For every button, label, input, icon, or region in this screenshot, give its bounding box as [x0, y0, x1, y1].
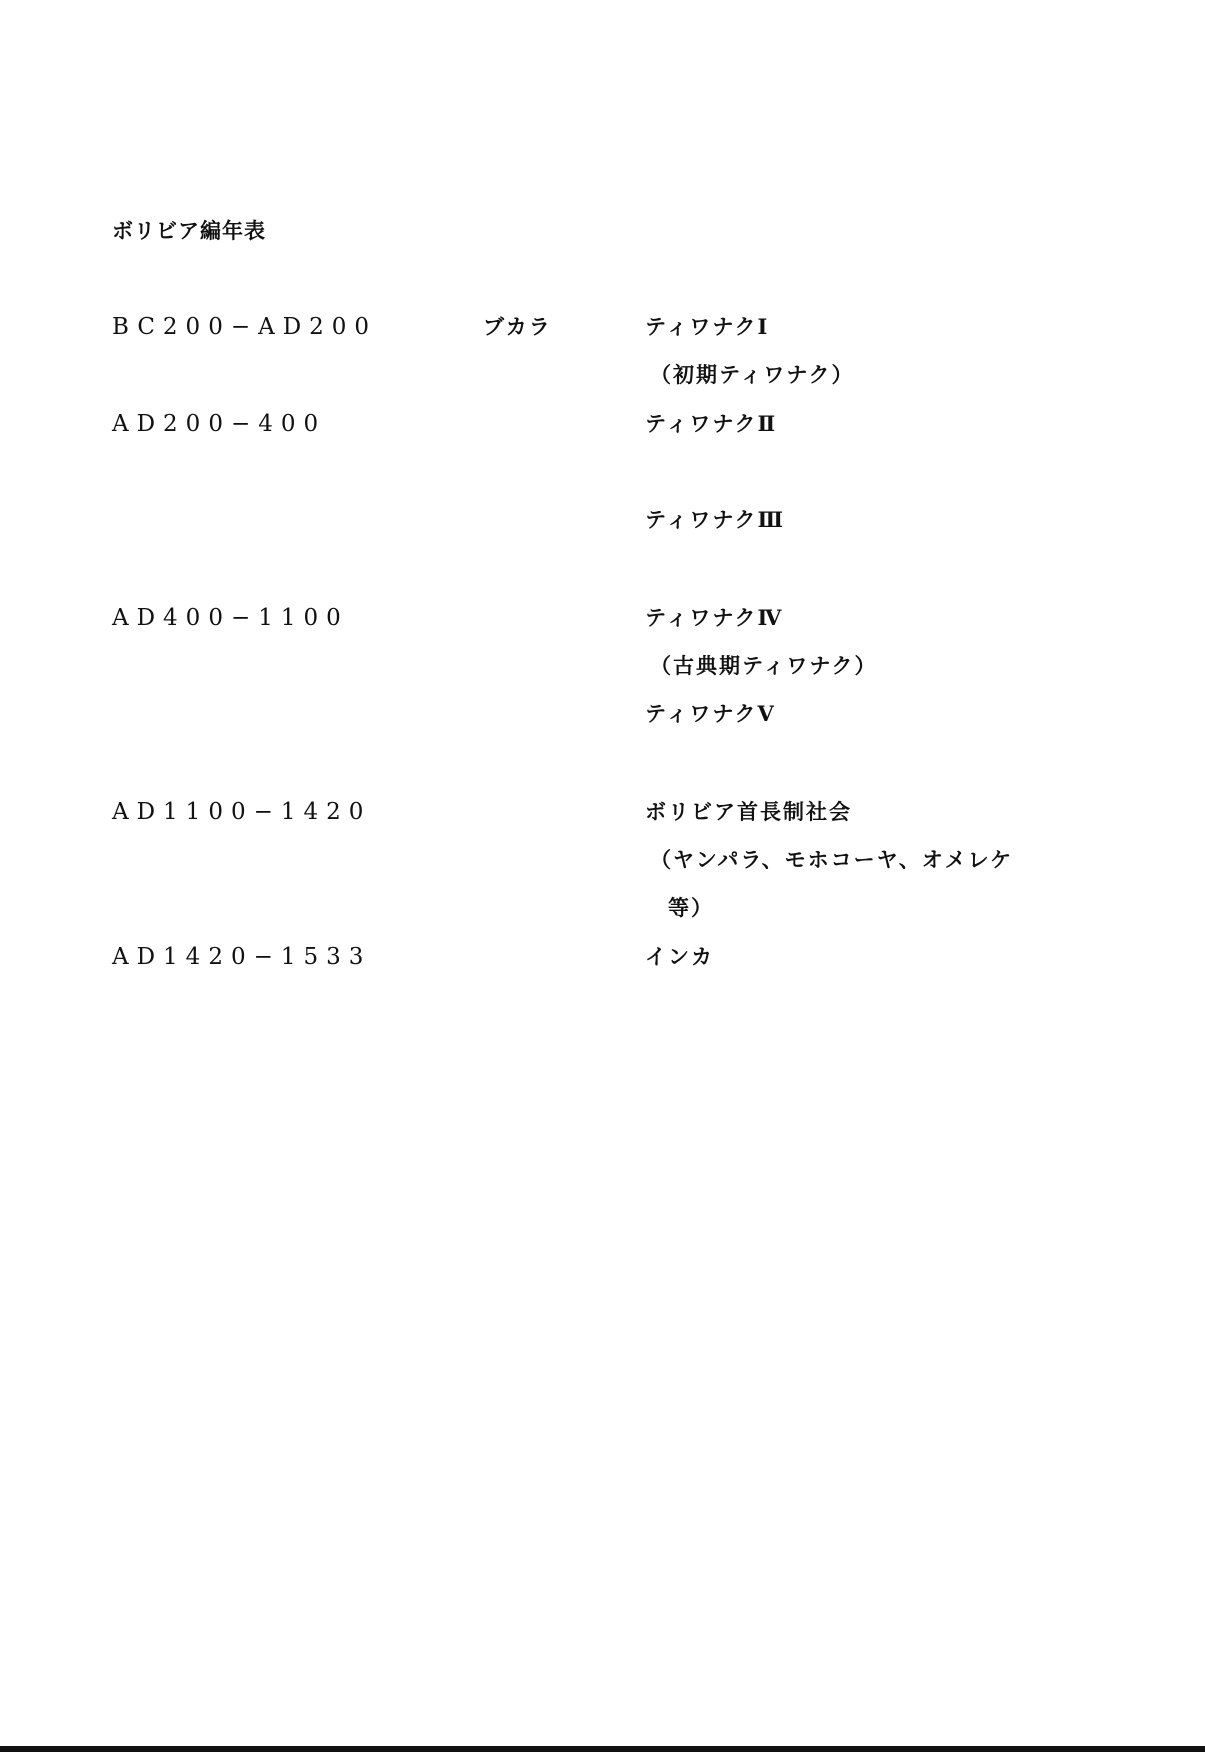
- period-label: AD1420−1533: [112, 944, 372, 970]
- phase-note: 等）: [668, 895, 714, 920]
- phase-label: ボリビア首長制社会: [645, 799, 852, 824]
- phase-note: （古典期ティワナク）: [650, 653, 878, 678]
- site-label: ブカラ: [483, 314, 552, 339]
- period-label: AD400−1100: [112, 605, 349, 631]
- phase-label: ティワナクⅡ: [645, 411, 778, 436]
- period-label: BC200−AD200: [112, 314, 378, 340]
- phase-label: ティワナクⅢ: [645, 507, 786, 532]
- phase-label: インカ: [645, 944, 714, 969]
- page-title: ボリビア編年表: [112, 218, 266, 243]
- period-label: AD1100−1420: [112, 799, 372, 825]
- phase-label: ティワナクⅤ: [645, 701, 776, 726]
- phase-note: （ヤンパラ、モホコーヤ、オメレケ: [650, 847, 1014, 872]
- period-label: AD200−400: [112, 411, 327, 437]
- bottom-border: [0, 1746, 1205, 1752]
- phase-label: ティワナクⅣ: [645, 605, 784, 630]
- phase-note: （初期ティワナク）: [650, 362, 855, 387]
- phase-label: ティワナクⅠ: [645, 314, 770, 339]
